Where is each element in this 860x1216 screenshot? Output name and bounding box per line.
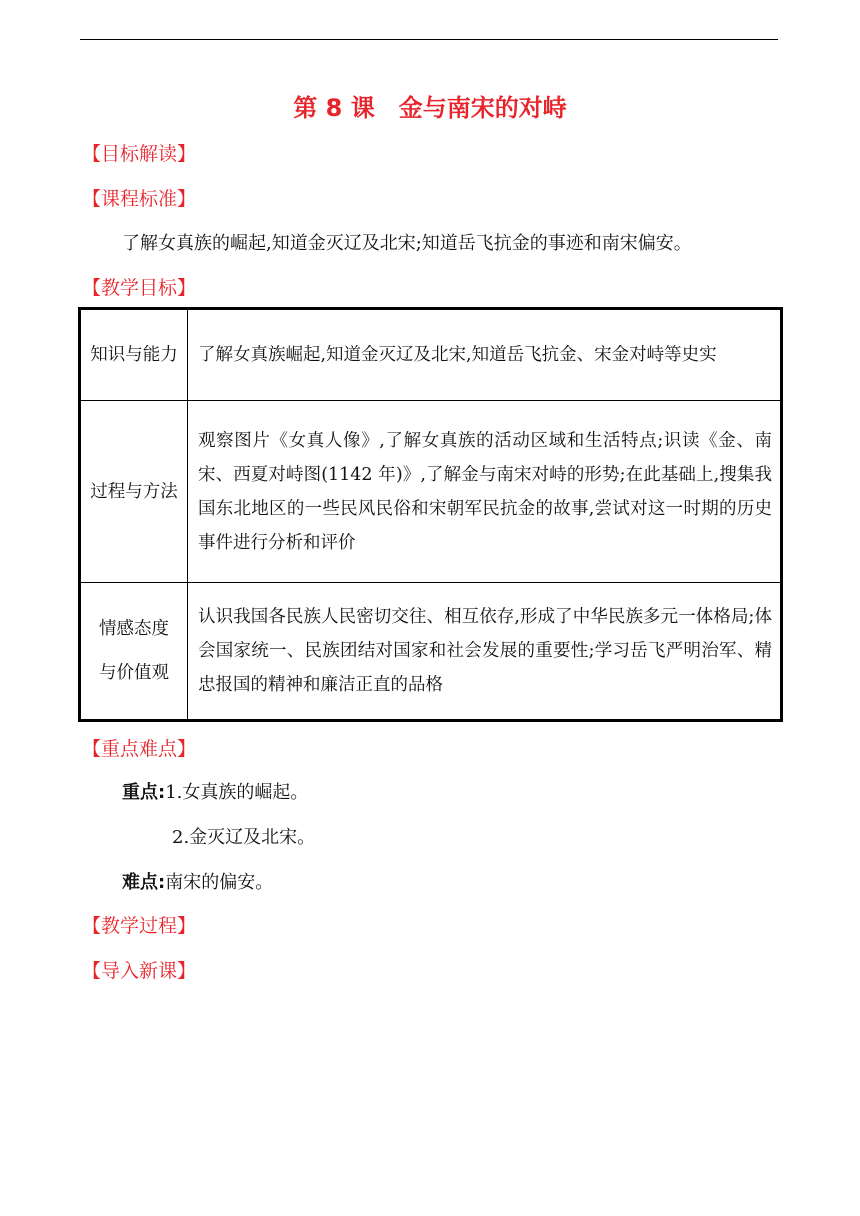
section-teaching-process: 【教学过程】 [82, 915, 197, 937]
row-label-line: 与价值观 [99, 663, 169, 683]
difficult-point: 南宋的偏安。 [165, 872, 274, 893]
section-teaching-goals: 【教学目标】 [82, 277, 197, 299]
page-title: 第 8 课 金与南宋的对峙 [293, 94, 567, 122]
row-content: 观察图片《女真人像》,了解女真族的活动区域和生活特点;识读《金、南宋、西夏对峙图(1142 年)》,了解金与南宋对峙的形势;在此基础上,搜集我国东北地区的一些民风民俗和宋朝军民抗金的故事,尝试对这一时期的历史事件进行分析和评价 [188, 401, 782, 583]
teaching-goals-table [78, 307, 783, 722]
row-label: 过程与方法 [80, 401, 188, 583]
difficult-label: 难点: [122, 872, 166, 893]
row-label [80, 583, 188, 721]
key-point-line-1 [122, 778, 308, 804]
section-curriculum-standard: 【课程标准】 [82, 188, 197, 210]
section-intro-new: 【导入新课】 [82, 960, 197, 982]
table-row [80, 401, 782, 583]
key-label: 重点: [122, 782, 166, 803]
table-row [80, 309, 782, 401]
section-key-difficult: 【重点难点】 [82, 738, 197, 760]
key-point-1: 1.女真族的崛起。 [165, 782, 309, 803]
row-label: 知识与能力 [80, 309, 188, 401]
row-content: 认识我国各民族人民密切交往、相互依存,形成了中华民族多元一体格局;体会国家统一、民族团结对国家和社会发展的重要性;学习岳飞严明治军、精忠报国的精神和廉洁正直的品格 [188, 583, 782, 721]
difficult-point-line [122, 868, 273, 894]
curriculum-text: 了解女真族的崛起,知道金灭辽及北宋;知道岳飞抗金的事迹和南宋偏安。 [122, 233, 692, 254]
section-goal-reading: 【目标解读】 [82, 143, 197, 165]
key-point-2: 2.金灭辽及北宋。 [172, 827, 316, 848]
table-row [80, 583, 782, 721]
row-label-line: 情感态度 [99, 619, 169, 639]
row-content: 了解女真族崛起,知道金灭辽及北宋,知道岳飞抗金、宋金对峙等史实 [188, 309, 782, 401]
header-rule [80, 39, 778, 40]
